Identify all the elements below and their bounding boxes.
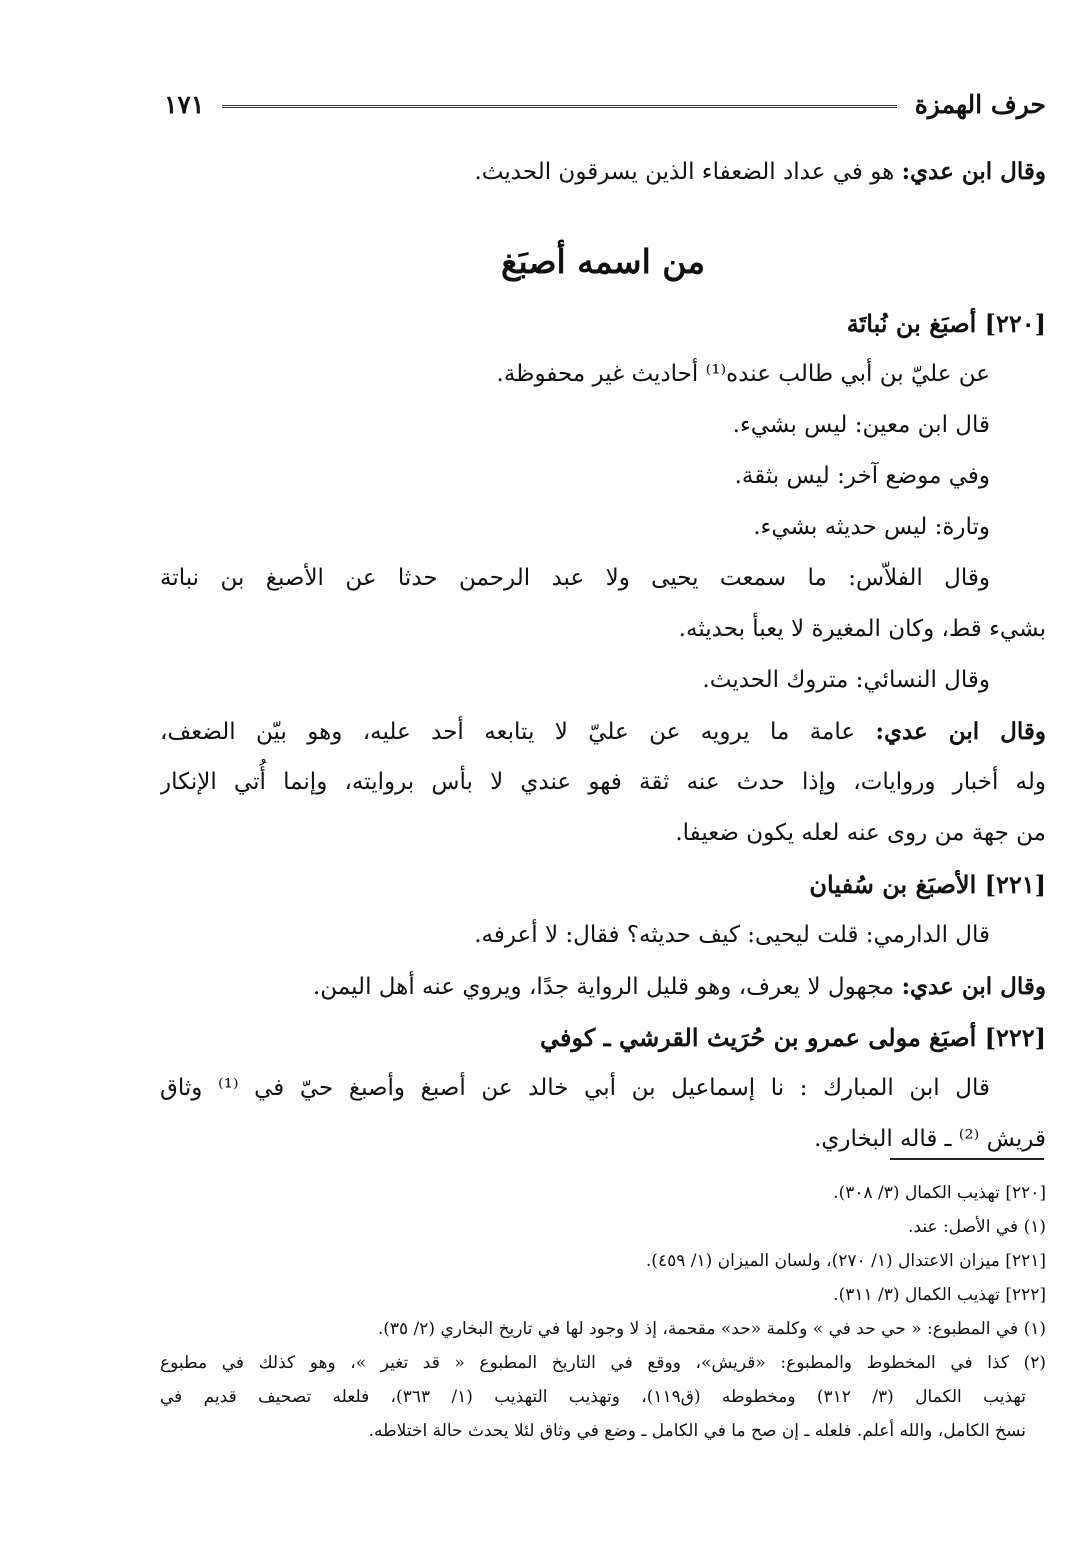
page-header — [160, 84, 1046, 124]
footnote: نسخ الكامل، والله أعلم. فلعله ـ إن صح ما في الكامل ـ وضع في وثاق لئلا يحدث حالة اختلاطه. — [368, 1421, 1026, 1441]
text-line: بشيء قط، وكان المغيرة لا يعبأ بحديثه. — [678, 616, 1046, 642]
entry-heading: [٢٢٢] أصبَغ مولى عمرو بن حُرَيث القرشي ـ كوفي — [540, 1023, 1046, 1052]
ibn-adi-text: مجهول لا يعرف، وهو قليل الرواية جدًا، ويروي عنه أهل اليمن. — [313, 974, 902, 1000]
text-line: وفي موضع آخر: ليس بثقة. — [734, 463, 990, 489]
text-line: قال ابن المبارك : نا إسماعيل بن أبي خالد عن أصبغ وأصبغ حيّ في ⁽¹⁾ وثاق — [160, 1075, 990, 1101]
footnote: (١) في الأصل: عند. — [908, 1217, 1046, 1237]
text-line: قال الدارمي: قلت ليحيى: كيف حديثه؟ فقال: لا أعرفه. — [474, 922, 990, 948]
text-line: قال ابن معين: ليس بشيء. — [732, 412, 990, 438]
ibn-adi-line — [160, 706, 1046, 757]
footnote-separator — [890, 1158, 1044, 1160]
header-rule — [222, 105, 896, 108]
running-title: حرف الهمزة — [914, 89, 1046, 119]
entry-heading: [٢٢١] الأصبَغ بن سُفيان — [809, 870, 1046, 899]
ibn-adi-line — [160, 961, 1046, 1012]
main-text — [160, 298, 1046, 1165]
intro-text: هو في عداد الضعفاء الذين يسرقون الحديث. — [474, 159, 902, 185]
ibn-adi-text: عامة ما يرويه عن عليّ لا يتابعه أحد عليه، وهو بيّن الضعف، — [160, 719, 876, 745]
footnote: [٢٢١] ميزان الاعتدال (١/ ٢٧٠)، ولسان الميزان (١/ ٤٥٩). — [645, 1251, 1046, 1271]
text-line: وله أخبار وروايات، وإذا حدث عنه ثقة فهو عندي لا بأس بروايته، وإنما أُتي الإنكار — [160, 769, 1046, 795]
entry-heading: [٢٢٠] أصبَغ بن نُباتَة — [846, 309, 1046, 338]
speaker-label: وقال ابن عدي: — [901, 158, 1046, 185]
footnote: تهذيب الكمال (٣/ ٣١٢) ومخطوطه (ق١١٩)، وتهذيب التهذيب (١/ ٣٦٣)، فلعله تصحيف قديم في — [160, 1387, 1026, 1407]
footnotes — [160, 1176, 1046, 1448]
footnote: [٢٢٢] تهذيب الكمال (٣/ ٣١١). — [833, 1285, 1046, 1305]
text-line: قريش ⁽²⁾ ـ قاله البخاري. — [814, 1126, 1046, 1152]
text-line: عن عليّ بن أبي طالب عنده⁽¹⁾ أحاديث غير محفوظة. — [496, 361, 990, 387]
text-line: وقال الفلاّس: ما سمعت يحيى ولا عبد الرحمن حدثا عن الأصبغ بن نباتة — [160, 565, 990, 591]
speaker-label: وقال ابن عدي: — [875, 718, 1046, 745]
intro-paragraph — [160, 146, 1046, 197]
section-title: من اسمه أصبَغ — [500, 242, 706, 281]
footnote: (٢) كذا في المخطوط والمطبوع: «قريش»، ووقع في التاريخ المطبوع « قد تغير »، وهو كذلك في مطبوع — [160, 1353, 1046, 1373]
speaker-label: وقال ابن عدي: — [901, 973, 1046, 1000]
page-number: ١٧١ — [164, 89, 205, 119]
text-line: وقال النسائي: متروك الحديث. — [702, 667, 990, 693]
footnote: [٢٢٠] تهذيب الكمال (٣/ ٣٠٨). — [833, 1183, 1046, 1203]
footnote: (١) في المطبوع: « حي حد في » وكلمة «حد» مقحمة، إذ لا وجود لها في تاريخ البخاري (٢/ ٣٥). — [377, 1319, 1046, 1339]
text-line: من جهة من روى عنه لعله يكون ضعيفا. — [675, 820, 1046, 846]
text-line: وتارة: ليس حديثه بشيء. — [753, 514, 990, 540]
